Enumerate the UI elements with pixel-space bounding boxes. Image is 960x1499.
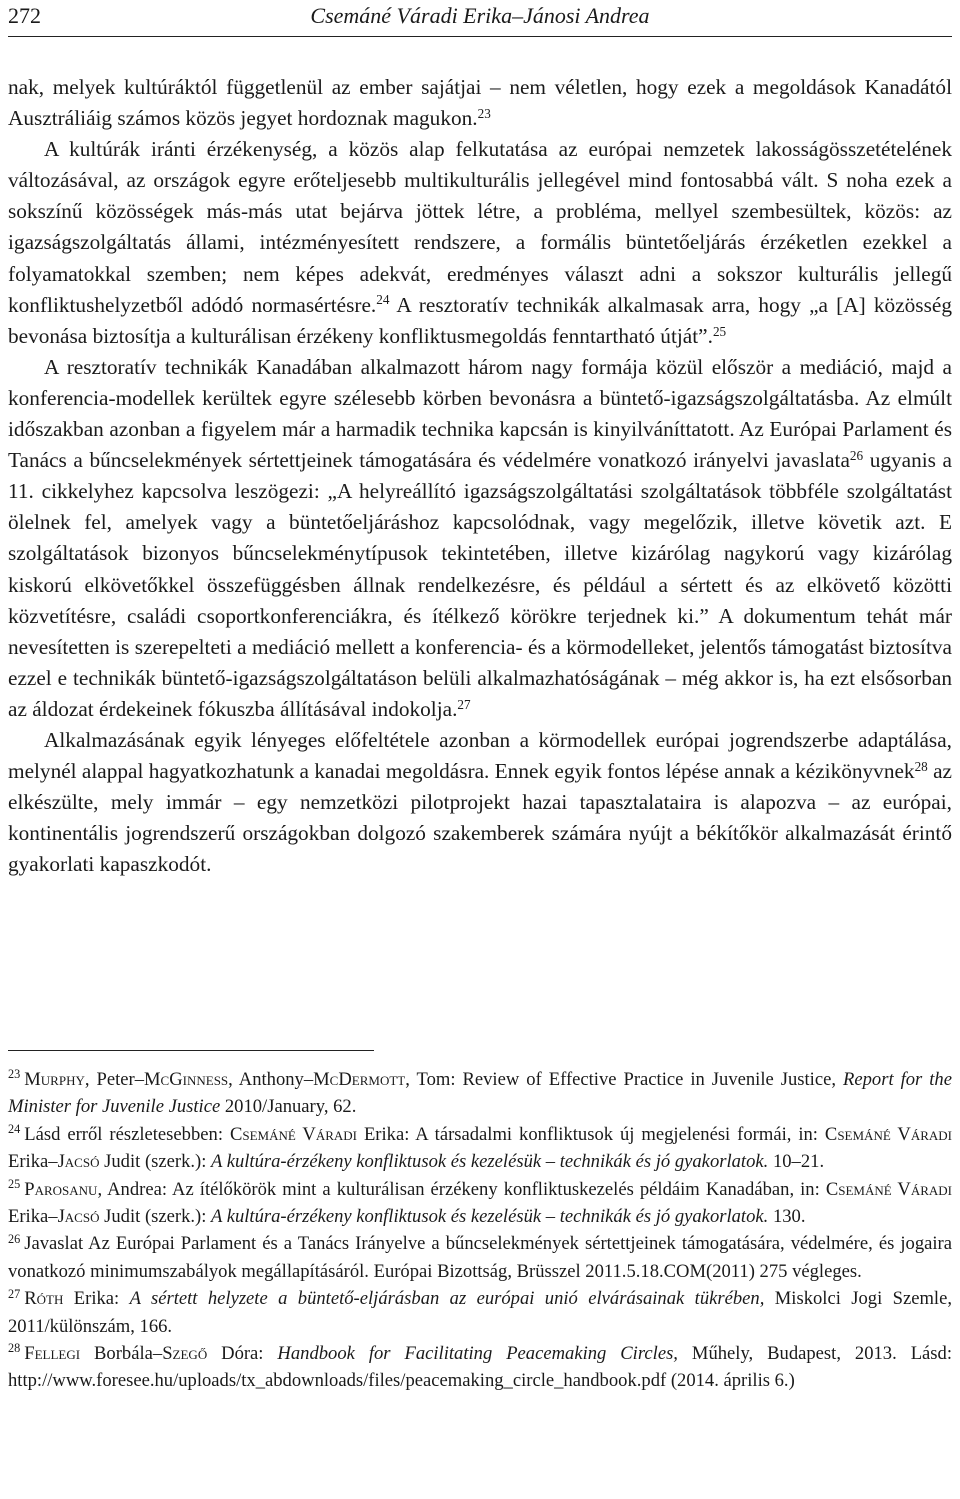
author-name: Jacsó: [57, 1206, 100, 1228]
footnote-text: Miskolci Jogi Szemle, 2011/különszám, 166.: [8, 1288, 952, 1337]
footnote-text: Erika:: [63, 1288, 130, 1310]
footnote-title: A kultúra-érzékeny konfliktusok és kezelésük – technikák és jó gyakorlatok.: [211, 1151, 769, 1173]
p2-text-2: A resztoratív technikák alkalmasak arra, hogy „a [A] közösség bevonása biztosítja a kulturálisan érzékeny konfliktusmegoldás fenntartható útját”.: [8, 292, 952, 348]
footnote-ref-28: 28: [914, 758, 928, 774]
author-name: Csemáné Váradi: [824, 1123, 952, 1145]
footnotes: [8, 1067, 952, 1396]
footnote-26: [8, 1231, 952, 1285]
footnote-text: Erika: A társadalmi konfliktusok új megjelenési formái, in:: [357, 1123, 825, 1145]
paragraph-1: [8, 72, 952, 134]
author-name: McDermott: [313, 1069, 406, 1090]
header-rule: [8, 36, 952, 37]
footnote-number: 24: [8, 1122, 21, 1137]
p1-text: nak, melyek kultúráktól függetlenül az ember sajátjai – nem véletlen, hogy ezek a megoldások Kanadától Ausztráliáig számos közös jegyet hordoznak magukon.: [8, 75, 952, 131]
page-header: [8, 0, 952, 30]
paragraph-2: [8, 134, 952, 352]
footnote-text: , Andrea: Az ítélőkörök mint a kulturálisan érzékeny konfliktuskezelés példáim Kanadában, in:: [97, 1178, 826, 1200]
p4-text-2: az elkészülte, mely immár – egy nemzetközi pilotprojekt hazai tapasztalataira is alapozva – az európai, kontinentális jogrendszerű országokban dolgozó szakemberek számára nyújt a békítőkör alkalmazását érintő gyakorlati kapaszkodót.: [8, 759, 952, 877]
footnote-number: 28: [8, 1341, 21, 1356]
p3-text-2: ugyanis a 11. cikkelyhez kapcsolva leszögezi: „A helyreállító igazságszolgáltatási szolgáltatások többféle szolgáltatást ölelnek fel, amelyek vagy a büntetőeljáráshoz kapcsolódnak, vagy megelőzik, illetve követik azt. E szolgáltatások bizonyos bűncselekménytípusok tekintetében, illetve kizárólag nagykorú vagy kizárólag kiskorú elkövetőkkel összefüggésben állnak rendelkezésre, és például a sértett és az elkövető közötti közvetítésre, családi csoportkonferenciákra, és ítélkező körökre terjednek ki.” A dokumentum tehát már nevesítetten is szerepelteti a mediáció mellett a konferencia- és a körmodelleket, jelentős támogatást biztosítva ezzel e technikák büntető-igazságszolgáltatáson belüli alkalmazhatóságának – még akkor is, ha ezt elsősorban az áldozat érdekeinek fókuszba állításával indokolja.: [8, 448, 952, 721]
page-number: 272: [8, 3, 41, 28]
footnote-number: 27: [8, 1286, 21, 1301]
footnote-ref-23: 23: [477, 105, 491, 121]
author-name: Parosanu: [24, 1178, 98, 1200]
footnote-title: A kultúra-érzékeny konfliktusok és kezelésük – technikák és jó gyakorlatok.: [211, 1206, 769, 1228]
footnote-title: A sértett helyzete a büntető-eljárásban az európai unió elvárásainak tükrében,: [129, 1288, 765, 1310]
footnote-text: Borbála–: [80, 1343, 163, 1365]
author-name: Csemáné Váradi: [229, 1123, 357, 1145]
author-name: Jacsó: [57, 1151, 100, 1173]
footnote-title: Report for the Minister for Juvenile Justice: [8, 1069, 952, 1118]
footnote-text: Lásd erről részletesebben:: [24, 1123, 230, 1145]
footnote-ref-27: 27: [457, 696, 471, 712]
p3-text-1: A resztoratív technikák Kanadában alkalmazott három nagy formája közül először a mediáció, majd a konferencia-modellek kerültek egyre szélesebb körben bevonásra a büntető-igazságszolgáltatásba. Az elmúlt időszakban azonban a figyelem már a harmadik technika kapcsán is kinyilváníttatott. Az Európai Parlament és Tanács a bűncselekmények sértettjeinek támogatására és védelmére vonatkozó irányelvi javaslata: [8, 354, 952, 473]
footnote-text: Erika–: [8, 1151, 58, 1173]
footnote-title: Handbook for Facilitating Peacemaking Circles,: [277, 1343, 678, 1365]
footnote-number: 23: [8, 1067, 21, 1082]
footnote-text: Judit (szerk.):: [99, 1151, 212, 1173]
footnote-27: [8, 1286, 952, 1340]
footnote-number: 25: [8, 1176, 21, 1191]
footnote-text: , Peter–: [84, 1069, 145, 1090]
author-name: Szegő: [162, 1343, 208, 1365]
footnote-ref-24: 24: [376, 292, 390, 308]
footnote-text: Erika–: [8, 1206, 58, 1228]
footnote-28: [8, 1341, 952, 1395]
running-title: Csemáné Váradi Erika–Jánosi Andrea: [310, 3, 650, 28]
paragraph-3: [8, 352, 952, 725]
footnote-25: [8, 1177, 952, 1231]
footnote-text: , Tom: Review of Effective Practice in Juvenile Justice,: [405, 1069, 843, 1090]
p4-text-1: Alkalmazásának egyik lényeges előfeltétele azonban a körmodellek európai jogrendszerbe adaptálása, melynél alappal hagyatkozhatunk a kanadai megoldásra. Ennek egyik fontos lépése annak a kézikönyvnek: [8, 727, 952, 784]
footnote-text: 130.: [768, 1206, 806, 1228]
author-name: Róth: [24, 1288, 64, 1310]
author-name: McGinness: [144, 1069, 229, 1090]
footnote-text: , Anthony–: [228, 1069, 314, 1090]
footnote-24: [8, 1122, 952, 1176]
footnote-text: Dóra:: [207, 1343, 278, 1365]
p2-text-1: A kultúrák iránti érzékenység, a közös alap felkutatása az európai nemzetek lakosságösszetételének változásával, az országok egyre erőteljesebb multikulturális jellegével mind fontosabbá vált. S noha ezek a sokszínű közösségek más-más utat bejárva jöttek létre, a probléma, mellyel szembesültek, közös: az igazságszolgáltatás állami, intézményesített rendszere, a formális büntetőeljárás érzéketlen ezekkel a folyamatokkal szemben; nem képes adekvát, eredményes választ adni a sokszor kulturális jellegű konfliktushelyzetből adódó normasértésre.: [8, 137, 952, 317]
author-name: Fellegi: [24, 1343, 81, 1365]
footnote-23: [8, 1067, 952, 1121]
footnote-text: Judit (szerk.):: [99, 1206, 212, 1228]
paragraph-4: [8, 725, 952, 880]
footnote-ref-26: 26: [849, 447, 864, 463]
footnote-text: 2010/January, 62.: [220, 1096, 357, 1118]
footnote-text: 10–21.: [768, 1151, 825, 1173]
author-name: Murphy: [24, 1069, 85, 1090]
footnote-text: Javaslat Az Európai Parlament és a Tanács Irányelve a bűncselekmények sértettjeinek támogatására, védelmére, és jogaira vonatkozó minimumszabályok megállapításáról. Európai Bizottság, Brüsszel 2011.5.18.COM(2011) 275 végleges.: [8, 1233, 952, 1282]
footnote-text: Műhely, Budapest, 2013. Lásd: http://www.foresee.hu/uploads/tx_abdownloads/files/peacemaking_circle_handbook.pdf (2014. április 6.): [8, 1343, 953, 1392]
footnote-rule: [8, 1050, 374, 1051]
author-name: Csemáné Váradi: [825, 1178, 952, 1200]
footnote-ref-25: 25: [712, 323, 727, 339]
body-text: [8, 72, 952, 880]
footnote-number: 26: [8, 1231, 21, 1246]
